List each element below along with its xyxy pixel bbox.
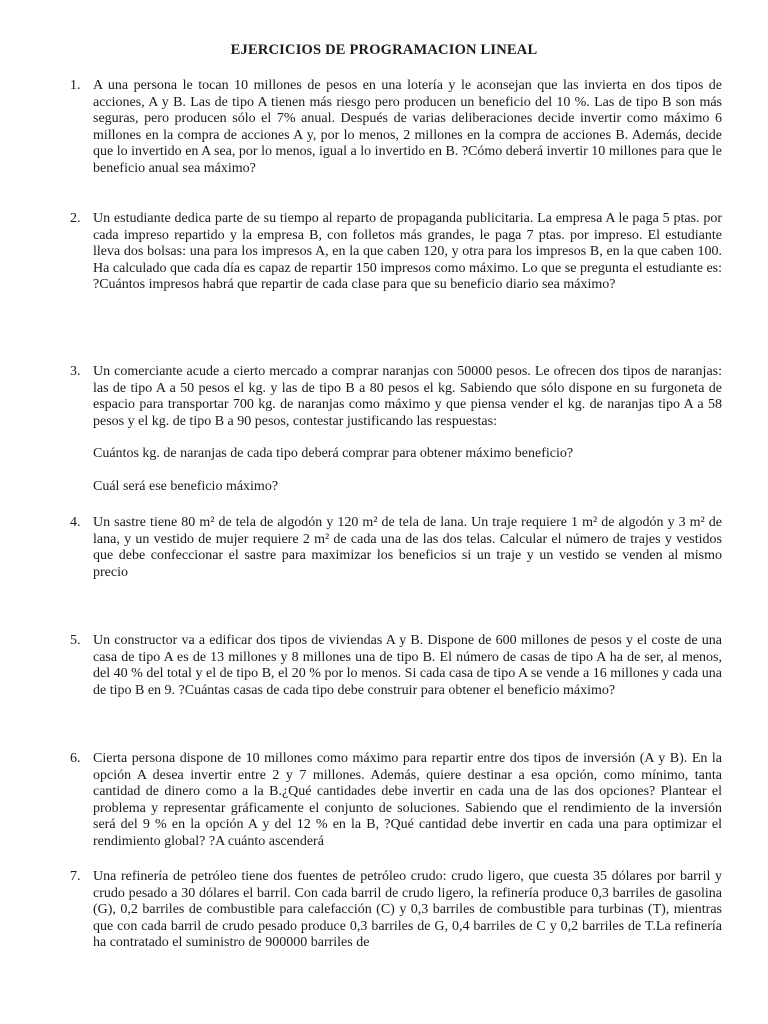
exercise-2 [70,211,722,294]
exercise-3 [70,364,722,495]
exercise-text: A una persona le tocan 10 millones de pesos en una lotería y le aconsejan que las invierta en dos tipos de acciones, A y B. Las de tipo A tienen más riesgo pero producen un beneficio del 10 %. Las de tipo B son más seguras, pero producen sólo el 7% anual. Después de varias deliberaciones decide invertir como máximo 6 millones en la compra de acciones A y, por lo menos, 2 millones en la compra de acciones B. Además, decide que lo invertido en A sea, por lo menos, igual a lo invertido en B. ?Cómo deberá invertir 10 millones para que le beneficio anual sea máximo? [93,78,722,176]
exercise-4 [70,515,722,581]
exercise-text: Un sastre tiene 80 m² de tela de algodón y 120 m² de tela de lana. Un traje requiere 1 m² de algodón y 3 m² de lana, y un vestido de mujer requiere 2 m² de cada una de las dos telas. Calcular el número de trajes y vestidos que debe confeccionar el sastre para maximizar los beneficios si un traje y un vestido se venden al mismo precio [93,515,722,580]
exercise-number: 2. [70,211,81,226]
document-title: EJERCICIOS DE PROGRAMACION LINEAL [230,42,538,58]
exercise-text: Un constructor va a edificar dos tipos de viviendas A y B. Dispone de 600 millones de pesos y el coste de una casa de tipo A es de 13 millones y 8 millones una de tipo B. El número de casas de tipo A ha de ser, al menos, del 40 % del total y el de tipo B, el 20 % por lo menos. Si cada casa de tipo A se vende a 16 millones y cada una de tipo B en 9. ?Cuántas casas de cada tipo debe construir para obtener el beneficio máximo? [93,633,722,698]
exercise-text: Un estudiante dedica parte de su tiempo al reparto de propaganda publicitaria. La empresa A le paga 5 ptas. por cada impreso repartido y la empresa B, con folletos más grandes, le paga 7 ptas. por impreso. El estudiante lleva dos bolsas: una para los impresos A, en la que caben 120, y otra para los impresos B, en la que caben 100. Ha calculado que cada día es capaz de repartir 150 impresos como máximo. Lo que se pregunta el estudiante es: ?Cuántos impresos habrá que repartir de cada clase para que su beneficio diario sea máximo? [93,211,722,292]
exercise-1 [70,78,722,177]
exercise-number: 3. [70,364,81,379]
exercise-text: Un comerciante acude a cierto mercado a comprar naranjas con 50000 pesos. Le ofrecen dos tipos de naranjas: las de tipo A a 50 pesos el kg. y las de tipo B a 80 pesos el kg. Sabiendo que sólo dispone en su furgoneta de espacio para transportar 700 kg. de naranjas como máximo y que piensa vender el kg. de naranjas tipo A a 58 pesos y el kg. de tipo B a 90 pesos, contestar justificando las respuestas: [93,364,722,429]
exercise-number: 4. [70,515,81,530]
exercise-7 [70,869,722,952]
exercise-text: Una refinería de petróleo tiene dos fuentes de petróleo crudo: crudo ligero, que cuesta 35 dólares por barril y crudo pesado a 30 dólares el barril. Con cada barril de crudo ligero, la refinería produce 0,3 barriles de gasolina (G), 0,2 barriles de combustible para calefacción (C) y 0,3 barriles de combustible para turbinas (T), mientras que con cada barril de crudo pesado produce 0,3 barriles de G, 0,4 barriles de C y 0,2 barriles de T.La refinería ha contratado el suministro de 900000 barriles de [93,869,722,950]
exercise-question: Cuántos kg. de naranjas de cada tipo deberá comprar para obtener máximo beneficio? [93,446,574,461]
exercise-5 [70,633,722,699]
exercise-6 [70,751,722,850]
exercise-number: 1. [70,78,81,93]
exercise-question: Cuál será ese beneficio máximo? [93,478,279,494]
exercise-number: 7. [70,869,81,884]
exercise-number: 5. [70,633,81,648]
exercise-text: Cierta persona dispone de 10 millones como máximo para repartir entre dos tipos de inversión (A y B). En la opción A desea invertir entre 2 y 7 millones. Además, quiere destinar a esa opción, como mínimo, tanta cantidad de dinero como a la B.¿Qué cantidades debe invertir en cada una de las dos opciones? Plantear el problema y representar gráficamente el conjunto de soluciones. Sabiendo que el rendimiento de la inversión será del 9 % en la opción A y del 12 % en la B, ?Qué cantidad debe invertir en cada una para optimizar el rendimiento global? ?A cuánto ascenderá [93,751,722,849]
exercise-number: 6. [70,751,81,766]
